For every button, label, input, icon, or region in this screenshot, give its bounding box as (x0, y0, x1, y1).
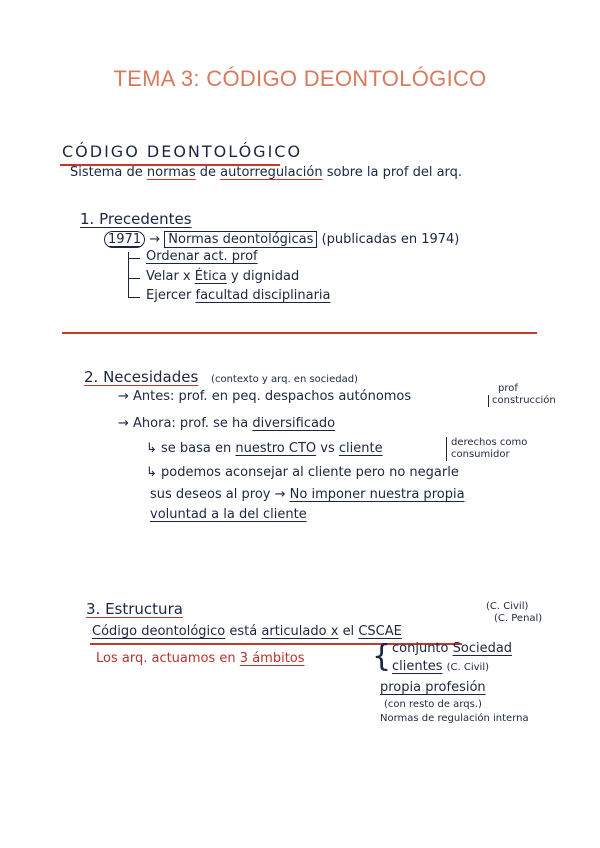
penal-code-note: (C. Penal) (494, 613, 543, 624)
section-3-title: 3. Estructura (86, 600, 183, 618)
internal-rules-note: Normas de regulación interna (380, 713, 529, 724)
section-heading: CÓDIGO DEONTOLÓGICO (62, 142, 303, 161)
precedent-item: Velar x Ética y dignidad (146, 269, 300, 284)
section-2-title: 2. Necesidades (contexto y arq. en sociedad) (84, 368, 358, 386)
section-divider (62, 332, 537, 334)
scope-item: conjunto Sociedad (392, 641, 513, 656)
precedent-item: Ordenar act. prof (146, 249, 258, 264)
definition-line: Sistema de normas de autorregulación sobre la prof del arq. (70, 165, 463, 180)
needs-now: → Ahora: prof. se ha diversificado (118, 416, 336, 431)
needs-now-point-2b: sus deseos al proy → No imponer nuestra propia (150, 487, 465, 502)
precedent-item: Ejercer facultad disciplinaria (146, 288, 331, 303)
civil-code-note: (C. Civil) (486, 601, 529, 612)
needs-now-point-2c: voluntad a la del cliente (150, 507, 307, 522)
needs-before-brace: prof construcción (488, 383, 556, 407)
section-1-title: 1. Precedentes (80, 210, 192, 228)
precedents-line: 1971 → Normas deontológicas (publicadas en 1974) (104, 232, 459, 247)
page-title: TEMA 3: CÓDIGO DEONTOLÓGICO (113, 66, 487, 91)
structure-line-1: Código deontológico está articulado x el CSCAE (92, 624, 402, 639)
scope-item: propia profesión (380, 680, 486, 695)
consumer-rights-note: derechos como consumidor (446, 437, 527, 461)
structure-line-2: Los arq. actuamos en 3 ámbitos (96, 651, 305, 666)
brace-icon: { (372, 639, 392, 674)
needs-now-point-2: ↳ podemos aconsejar al cliente pero no negarle (146, 465, 459, 480)
needs-now-point-1: ↳ se basa en nuestro CTO vs cliente (146, 441, 383, 456)
needs-before: → Antes: prof. en peq. despachos autónomos (118, 389, 412, 404)
scope-item-note: (con resto de arqs.) (384, 699, 482, 710)
scope-item: clientes (C. Civil) (392, 659, 490, 674)
